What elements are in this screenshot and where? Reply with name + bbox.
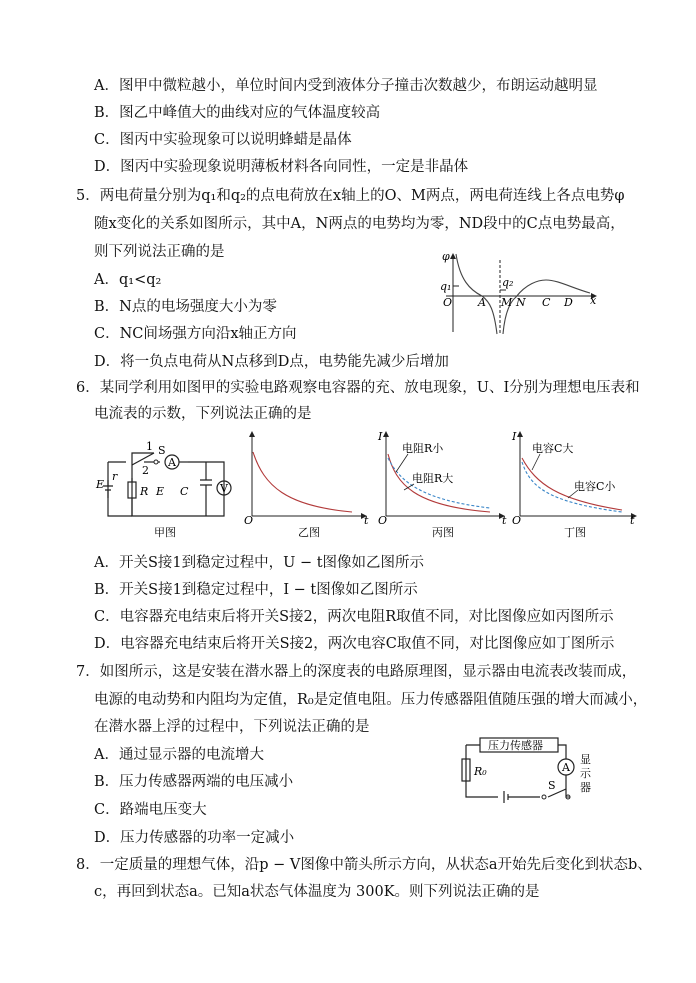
q7-option-d: D．压力传感器的功率一定减小 — [94, 830, 295, 846]
q5-q1-label: q₁ — [440, 280, 452, 293]
q5-option-a: A．q₁<q₂ — [94, 272, 162, 288]
q6-e-label: E — [96, 478, 105, 491]
q5-m-label: M — [501, 296, 513, 309]
q7-display-label-3: 器 — [580, 781, 591, 794]
q4-option-d: D．图丙中实验现象说明薄板材料各向同性，一定是非晶体 — [94, 159, 469, 175]
q5-a-label: A — [478, 296, 486, 309]
q6-bing-o-label: O — [378, 514, 388, 527]
q6-option-b: B．开关S接1到稳定过程中，I − t图像如乙图所示 — [94, 582, 418, 598]
q5-option-d: D．将一负点电荷从N点移到D点，电势能先减少后增加 — [94, 354, 449, 370]
q5-o-label: O — [443, 296, 453, 309]
q6-option-d: D．电容器充电结束后将开关S接2，两次电容C取值不同，对比图像应如丁图所示 — [94, 636, 615, 652]
q6-e2-label: E — [156, 485, 165, 498]
q5-stem-line2: 随x变化的关系如图所示，其中A，N两点的电势均为零，ND段中的C点电势最高， — [94, 216, 625, 232]
q6-bing-r-big: 电阻R大 — [412, 472, 454, 485]
q4-option-c: C．图丙中实验现象可以说明蜂蜡是晶体 — [94, 132, 352, 148]
q6-voltmeter-label: V — [220, 482, 228, 495]
q7-display-label-2: 示 — [580, 767, 591, 780]
q6-stem-line1: 6．某同学利用如图甲的实验电路观察电容器的充、放电现象，U、I分别为理想电压表和 — [76, 380, 640, 396]
q6-switch-contact — [154, 460, 158, 464]
q7-s-label: S — [548, 779, 556, 792]
q5-q2-label: q₂ — [502, 276, 514, 289]
q6-s-label: S — [158, 444, 166, 457]
q5-phi-label: φ — [442, 250, 450, 263]
q6-yi-curve — [253, 452, 352, 512]
q5-stem-line1: 5．两电荷量分别为q₁和q₂的点电荷放在x轴上的O、M两点，两电荷连线上各点电势φ — [76, 188, 625, 204]
q7-stem-line2: 电源的电动势和内阻均为定值，R₀是定值电阻。压力传感器阻值随压强的增大而减小， — [94, 692, 648, 708]
q6-stem-line2: 电流表的示数，下列说法正确的是 — [94, 406, 312, 422]
q6-2-label: 2 — [142, 464, 149, 477]
q6-ding-c-small: 电容C小 — [574, 480, 616, 493]
q7-sensor-label: 压力传感器 — [488, 739, 543, 752]
q6-ding-c-big: 电容C大 — [532, 442, 574, 455]
q5-curve-left — [456, 254, 497, 334]
q8-stem-line2: c，再回到状态a。已知a状态气体温度为 300K。则下列说法正确的是 — [94, 884, 540, 900]
q5-x-label: x — [590, 294, 597, 307]
q6-caption-jia: 甲图 — [154, 526, 176, 539]
q6-option-c: C．电容器充电结束后将开关S接2，两次电阻R取值不同，对比图像应如丙图所示 — [94, 609, 614, 625]
q7-option-b: B．压力传感器两端的电压减小 — [94, 774, 294, 790]
q6-caption-yi: 乙图 — [298, 526, 320, 539]
q4-option-b: B．图乙中峰值大的曲线对应的气体温度较高 — [94, 105, 381, 121]
q6-yi-o-label: O — [244, 514, 254, 527]
q6-bing-t-label: t — [502, 514, 507, 527]
q6-ding-o-label: O — [512, 514, 522, 527]
q5-stem-line3: 则下列说法正确的是 — [94, 244, 225, 260]
q8-stem-line1: 8．一定质量的理想气体，沿p − V图像中箭头所示方向，从状态a开始先后变化到状态b、 — [76, 857, 652, 873]
q5-n-label: N — [516, 296, 526, 309]
q6-r-small-label: r — [112, 470, 118, 483]
q6-ding-t-label: t — [630, 514, 635, 527]
q6-bing-i-label: I — [378, 430, 383, 443]
q6-ding-i-label: I — [512, 430, 517, 443]
q7-option-c: C．路端电压变大 — [94, 802, 207, 818]
q7-ammeter-label: A — [562, 761, 570, 774]
q6-r-label: R — [140, 485, 149, 498]
q6-yi-t-label: t — [364, 514, 369, 527]
q7-display-label-1: 显 — [580, 753, 591, 766]
q6-ammeter-label: A — [168, 456, 176, 469]
q7-option-a: A．通过显示器的电流增大 — [94, 747, 264, 763]
q6-bing-r-small: 电阻R小 — [402, 442, 444, 455]
q6-graph-yi — [240, 428, 370, 540]
q7-stem-line3: 在潜水器上浮的过程中，下列说法正确的是 — [94, 719, 370, 735]
q5-c-label: C — [542, 296, 551, 309]
q6-1-label: 1 — [146, 440, 153, 453]
q7-stem-line1: 7．如图所示，这是安装在潜水器上的深度表的电路原理图，显示器由电流表改装而成， — [76, 664, 637, 680]
q5-potential-graph — [440, 250, 600, 340]
q7-r0-label: R₀ — [474, 765, 487, 778]
q6-circuit-diagram — [96, 440, 236, 540]
q6-caption-bing: 丙图 — [432, 526, 454, 539]
q6-option-a: A．开关S接1到稳定过程中，U − t图像如乙图所示 — [94, 555, 425, 571]
q4-option-a: A．图甲中微粒越小，单位时间内受到液体分子撞击次数越少，布朗运动越明显 — [94, 78, 598, 94]
q6-c-label: C — [180, 485, 189, 498]
q6-graph-bing — [374, 428, 509, 540]
q7-switch-left — [542, 795, 546, 799]
q7-depth-gauge-circuit — [458, 725, 618, 810]
q5-d-label: D — [564, 296, 573, 309]
q5-option-c: C．NC间场强方向沿x轴正方向 — [94, 326, 297, 342]
q5-option-b: B．N点的电场强度大小为零 — [94, 299, 277, 315]
q6-caption-ding: 丁图 — [564, 526, 586, 539]
q6-graph-ding — [508, 428, 638, 540]
